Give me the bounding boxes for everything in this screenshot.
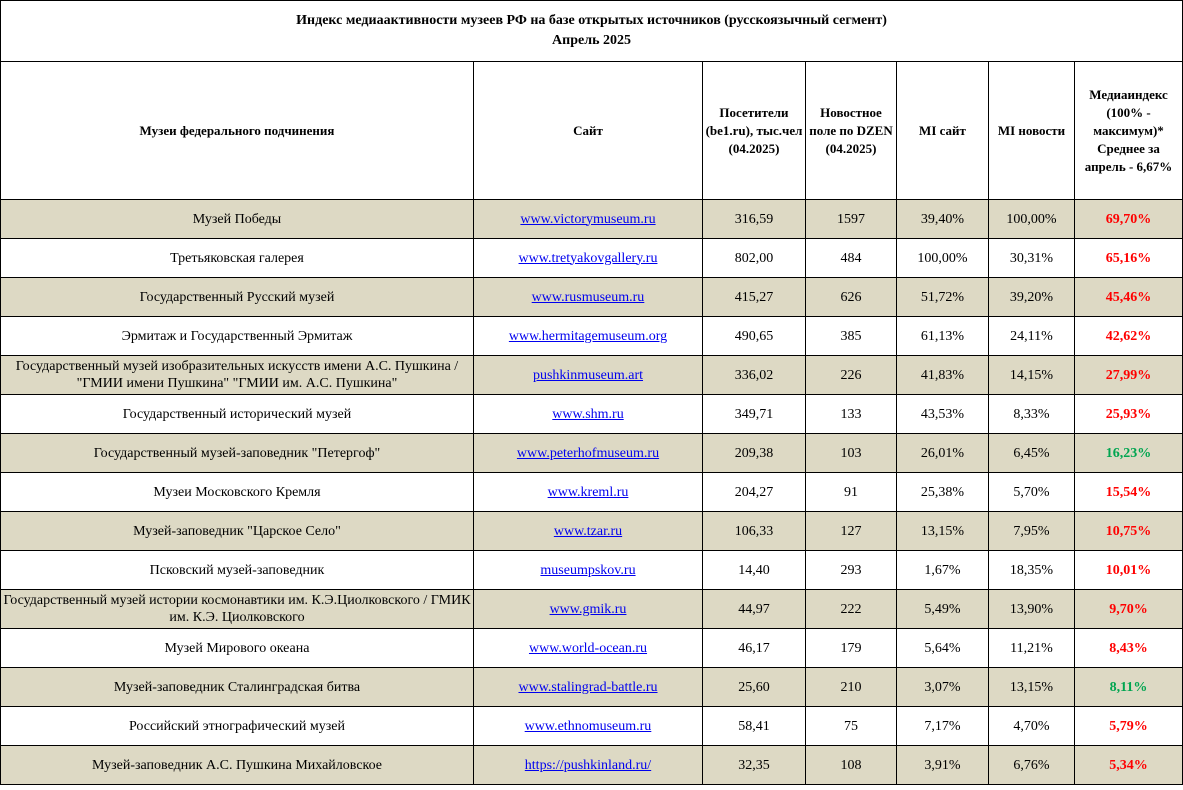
mi-site-cell: 39,40% xyxy=(897,200,989,239)
site-link[interactable]: www.tzar.ru xyxy=(553,523,623,539)
header-site: Сайт xyxy=(474,62,703,200)
mi-news-cell: 24,11% xyxy=(989,317,1075,356)
site-cell xyxy=(474,395,703,434)
news-cell: 133 xyxy=(806,395,897,434)
mi-site-cell: 43,53% xyxy=(897,395,989,434)
media-index-cell: 16,23% xyxy=(1075,434,1183,473)
visitors-cell: 58,41 xyxy=(703,707,806,746)
site-link[interactable]: www.ethnomuseum.ru xyxy=(524,718,652,734)
news-cell: 1597 xyxy=(806,200,897,239)
media-index-cell: 69,70% xyxy=(1075,200,1183,239)
news-cell: 626 xyxy=(806,278,897,317)
table-row xyxy=(1,746,1183,785)
site-cell xyxy=(474,668,703,707)
site-cell xyxy=(474,200,703,239)
site-link[interactable]: www.rusmuseum.ru xyxy=(531,289,645,305)
media-index-cell: 45,46% xyxy=(1075,278,1183,317)
news-cell: 127 xyxy=(806,512,897,551)
table-row xyxy=(1,629,1183,668)
mi-site-cell: 41,83% xyxy=(897,356,989,395)
site-cell xyxy=(474,239,703,278)
table-row xyxy=(1,317,1183,356)
visitors-cell: 46,17 xyxy=(703,629,806,668)
news-cell: 179 xyxy=(806,629,897,668)
header-media-index: Медиаиндекс (100% - максимум)* Среднее за апрель - 6,67% xyxy=(1075,62,1183,200)
visitors-cell: 32,35 xyxy=(703,746,806,785)
site-link[interactable]: https://pushkinland.ru/ xyxy=(524,757,652,773)
title-line-1: Индекс медиаактивности музеев РФ на базе открытых источников (русскоязычный сегмент) xyxy=(296,13,887,28)
site-cell xyxy=(474,551,703,590)
mi-site-cell: 26,01% xyxy=(897,434,989,473)
site-cell xyxy=(474,746,703,785)
title-line-2: Апрель 2025 xyxy=(552,33,631,48)
visitors-cell: 316,59 xyxy=(703,200,806,239)
museum-name-cell: Третьяковская галерея xyxy=(1,239,474,278)
site-link[interactable]: www.shm.ru xyxy=(552,406,624,422)
media-index-cell: 10,75% xyxy=(1075,512,1183,551)
museum-name-cell: Государственный музей-заповедник "Петергоф" xyxy=(1,434,474,473)
visitors-cell: 25,60 xyxy=(703,668,806,707)
mi-news-cell: 6,45% xyxy=(989,434,1075,473)
mi-news-cell: 11,21% xyxy=(989,629,1075,668)
site-cell xyxy=(474,590,703,629)
site-cell xyxy=(474,317,703,356)
museum-name-cell: Музей-заповедник Сталинградская битва xyxy=(1,668,474,707)
site-link[interactable]: www.hermitagemuseum.org xyxy=(508,328,668,344)
site-link[interactable]: www.kreml.ru xyxy=(547,484,629,500)
news-cell: 210 xyxy=(806,668,897,707)
museum-name-cell: Музей-заповедник "Царское Село" xyxy=(1,512,474,551)
table-row xyxy=(1,356,1183,395)
media-index-cell: 25,93% xyxy=(1075,395,1183,434)
museum-name-cell: Музей-заповедник А.С. Пушкина Михайловское xyxy=(1,746,474,785)
media-index-cell: 5,79% xyxy=(1075,707,1183,746)
header-visitors: Посетители (be1.ru), тыс.чел (04.2025) xyxy=(703,62,806,200)
mi-site-cell: 100,00% xyxy=(897,239,989,278)
header-mi-site: MI сайт xyxy=(897,62,989,200)
site-link[interactable]: pushkinmuseum.art xyxy=(532,367,644,383)
visitors-cell: 14,40 xyxy=(703,551,806,590)
news-cell: 385 xyxy=(806,317,897,356)
mi-news-cell: 4,70% xyxy=(989,707,1075,746)
site-cell xyxy=(474,473,703,512)
table-row xyxy=(1,434,1183,473)
news-cell: 484 xyxy=(806,239,897,278)
mi-news-cell: 6,76% xyxy=(989,746,1075,785)
site-cell xyxy=(474,356,703,395)
mi-news-cell: 100,00% xyxy=(989,200,1075,239)
mi-site-cell: 51,72% xyxy=(897,278,989,317)
mi-site-cell: 1,67% xyxy=(897,551,989,590)
mi-site-cell: 7,17% xyxy=(897,707,989,746)
visitors-cell: 415,27 xyxy=(703,278,806,317)
visitors-cell: 336,02 xyxy=(703,356,806,395)
museum-name-cell: Российский этнографический музей xyxy=(1,707,474,746)
header-mi-news: MI новости xyxy=(989,62,1075,200)
visitors-cell: 209,38 xyxy=(703,434,806,473)
news-cell: 293 xyxy=(806,551,897,590)
mi-news-cell: 8,33% xyxy=(989,395,1075,434)
mi-news-cell: 39,20% xyxy=(989,278,1075,317)
mi-site-cell: 61,13% xyxy=(897,317,989,356)
visitors-cell: 349,71 xyxy=(703,395,806,434)
mi-news-cell: 13,15% xyxy=(989,668,1075,707)
museum-name-cell: Государственный музей изобразительных искусств имени А.С. Пушкина / "ГМИИ имени Пушкина" "ГМИИ им. А.С. Пушкина" xyxy=(1,356,474,395)
table-row xyxy=(1,278,1183,317)
site-link[interactable]: museumpskov.ru xyxy=(540,562,636,578)
table-row xyxy=(1,200,1183,239)
visitors-cell: 44,97 xyxy=(703,590,806,629)
visitors-cell: 490,65 xyxy=(703,317,806,356)
museum-name-cell: Государственный исторический музей xyxy=(1,395,474,434)
media-index-cell: 5,34% xyxy=(1075,746,1183,785)
mi-site-cell: 25,38% xyxy=(897,473,989,512)
mi-news-cell: 18,35% xyxy=(989,551,1075,590)
museum-name-cell: Музеи Московского Кремля xyxy=(1,473,474,512)
mi-site-cell: 13,15% xyxy=(897,512,989,551)
news-cell: 75 xyxy=(806,707,897,746)
museum-name-cell: Эрмитаж и Государственный Эрмитаж xyxy=(1,317,474,356)
visitors-cell: 802,00 xyxy=(703,239,806,278)
mi-news-cell: 14,15% xyxy=(989,356,1075,395)
site-link[interactable]: www.victorymuseum.ru xyxy=(520,211,656,227)
museum-name-cell: Государственный Русский музей xyxy=(1,278,474,317)
header-museum: Музеи федерального подчинения xyxy=(1,62,474,200)
media-index-cell: 9,70% xyxy=(1075,590,1183,629)
table-row xyxy=(1,395,1183,434)
site-cell xyxy=(474,707,703,746)
media-index-cell: 65,16% xyxy=(1075,239,1183,278)
news-cell: 103 xyxy=(806,434,897,473)
table-row xyxy=(1,473,1183,512)
table-row xyxy=(1,668,1183,707)
header-news: Новостное поле по DZEN (04.2025) xyxy=(806,62,897,200)
table-row xyxy=(1,590,1183,629)
report-title xyxy=(1,1,1183,62)
mi-news-cell: 5,70% xyxy=(989,473,1075,512)
site-cell xyxy=(474,512,703,551)
media-index-cell: 8,43% xyxy=(1075,629,1183,668)
mi-news-cell: 30,31% xyxy=(989,239,1075,278)
visitors-cell: 204,27 xyxy=(703,473,806,512)
site-link[interactable]: www.stalingrad-battle.ru xyxy=(518,679,658,695)
mi-site-cell: 3,07% xyxy=(897,668,989,707)
news-cell: 222 xyxy=(806,590,897,629)
media-index-cell: 10,01% xyxy=(1075,551,1183,590)
museum-name-cell: Государственный музей истории космонавтики им. К.Э.Циолковского / ГМИК им. К.Э. Циолковского xyxy=(1,590,474,629)
site-link[interactable]: www.gmik.ru xyxy=(549,601,627,617)
site-cell xyxy=(474,278,703,317)
table-row xyxy=(1,239,1183,278)
site-link[interactable]: www.peterhofmuseum.ru xyxy=(516,445,660,461)
museum-name-cell: Музей Мирового океана xyxy=(1,629,474,668)
header-row xyxy=(1,62,1183,200)
visitors-cell: 106,33 xyxy=(703,512,806,551)
mi-news-cell: 7,95% xyxy=(989,512,1075,551)
news-cell: 108 xyxy=(806,746,897,785)
site-cell xyxy=(474,434,703,473)
site-cell xyxy=(474,629,703,668)
mi-site-cell: 3,91% xyxy=(897,746,989,785)
news-cell: 91 xyxy=(806,473,897,512)
news-cell: 226 xyxy=(806,356,897,395)
media-index-cell: 42,62% xyxy=(1075,317,1183,356)
table-row xyxy=(1,551,1183,590)
table-row xyxy=(1,707,1183,746)
media-index-cell: 8,11% xyxy=(1075,668,1183,707)
mi-site-cell: 5,64% xyxy=(897,629,989,668)
site-link[interactable]: www.world-ocean.ru xyxy=(528,640,648,656)
media-index-cell: 27,99% xyxy=(1075,356,1183,395)
museum-name-cell: Музей Победы xyxy=(1,200,474,239)
mi-site-cell: 5,49% xyxy=(897,590,989,629)
museum-name-cell: Псковский музей-заповедник xyxy=(1,551,474,590)
site-link[interactable]: www.tretyakovgallery.ru xyxy=(518,250,658,266)
table-row xyxy=(1,512,1183,551)
mi-news-cell: 13,90% xyxy=(989,590,1075,629)
title-row xyxy=(1,1,1183,62)
media-index-cell: 15,54% xyxy=(1075,473,1183,512)
